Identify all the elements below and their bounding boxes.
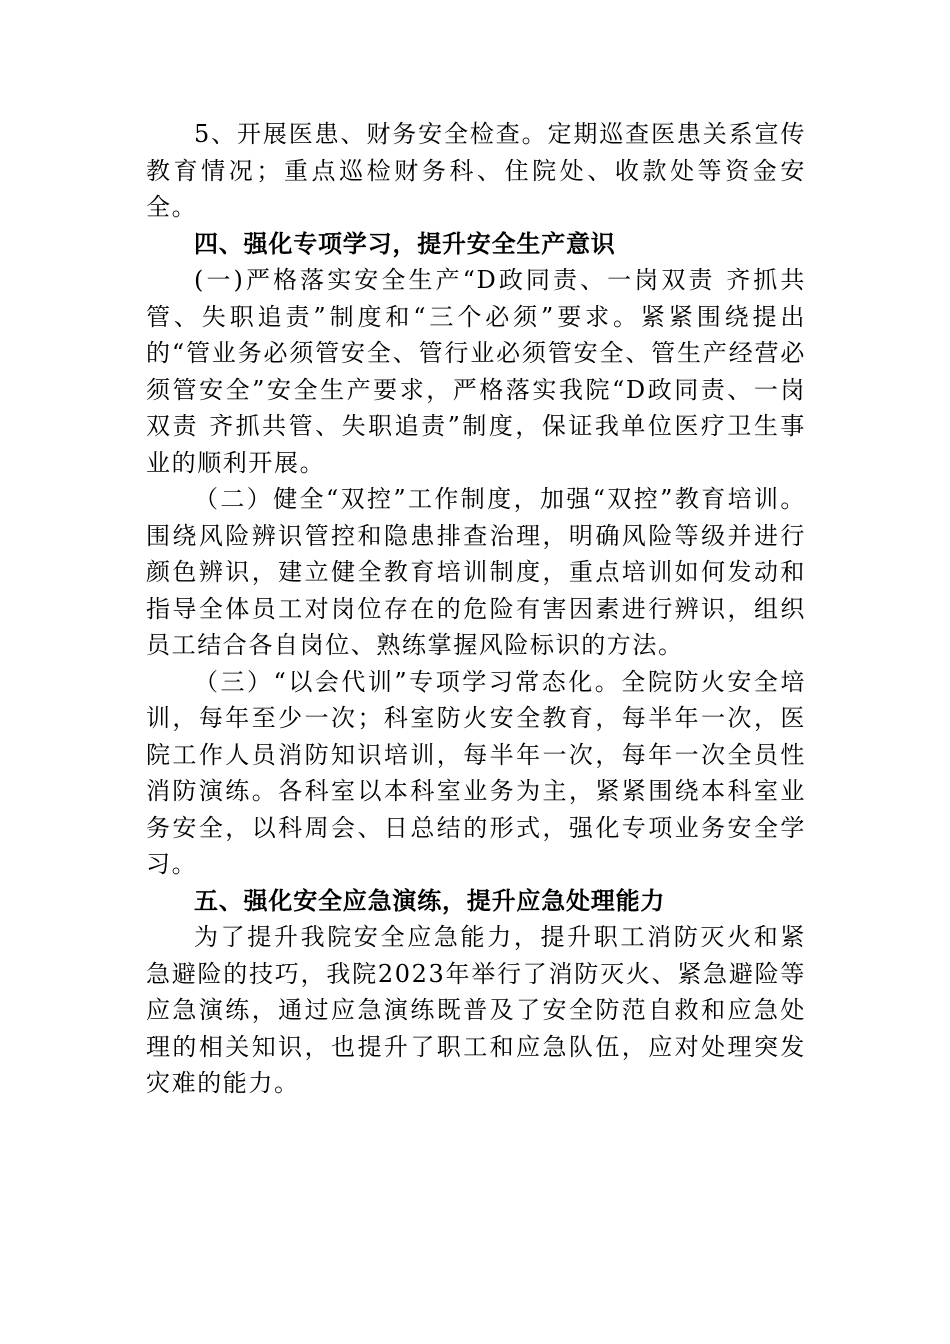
document-page: [146, 116, 806, 1102]
paragraph-dual-control: （二）健全“双控”工作制度，加强“双控”教育培训。围绕风险辨识管控和隐患排查治理，明确风险等级并进行颜色辨识，建立健全教育培训制度，重点培训如何发动和指导全体员工对岗位存在的危险有害因素进行辨识，组织员工结合各自岗位、熟练掌握风险标识的方法。: [146, 485, 806, 659]
paragraph-safety-responsibility: (一)严格落实安全生产“D政同责、一岗双责 齐抓共管、失职追责”制度和“三个必须”要求。紧紧围绕提出的“管业务必须管安全、管行业必须管安全、管生产经营必须管安全”安全生产要求，严格落实我院“D政同责、一岗双责 齐抓共管、失职追责”制度，保证我单位医疗卫生事业的顺利开展。: [146, 266, 806, 477]
paragraph-emergency-drill: 为了提升我院安全应急能力，提升职工消防灭火和紧急避险的技巧，我院2023年举行了消防灭火、紧急避险等应急演练，通过应急演练既普及了安全防范自救和应急处理的相关知识，也提升了职工和应急队伍，应对处理突发灾难的能力。: [146, 923, 806, 1097]
section-heading-five: 五、强化安全应急演练，提升应急处理能力: [194, 886, 666, 915]
paragraph-financial-safety-check: 5、开展医患、财务安全检查。定期巡查医患关系宣传教育情况；重点巡检财务科、住院处、收款处等资金安全。: [146, 120, 806, 221]
section-heading-four: 四、强化专项学习，提升安全生产意识: [194, 229, 616, 258]
paragraph-meeting-training: （三）“以会代训”专项学习常态化。全院防火安全培训，每年至少一次；科室防火安全教育，每半年一次，医院工作人员消防知识培训，每半年一次，每年一次全员性消防演练。各科室以本科室业务为主，紧紧围绕本科室业务安全，以科周会、日总结的形式，强化专项业务安全学习。: [146, 667, 806, 878]
